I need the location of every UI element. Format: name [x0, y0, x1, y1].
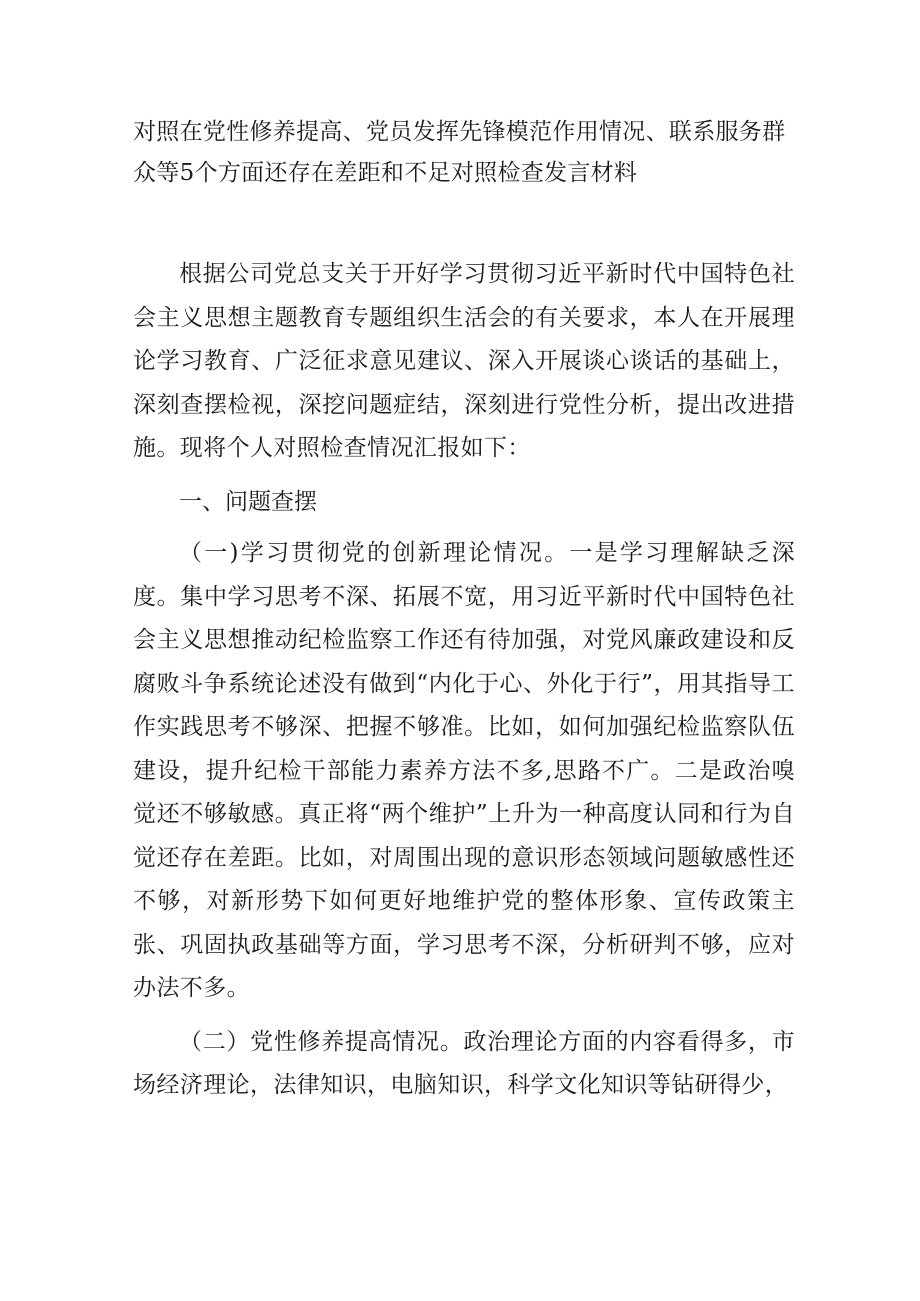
- paragraph-party-spirit: （二）党性修养提高情况。政治理论方面的内容看得多，市场经济理论，法律知识，电脑知识，科学文化知识等钻研得少，: [133, 1028, 795, 1098]
- intro-paragraph: 根据公司党总支关于开好学习贯彻习近平新时代中国特色社会主义思想主题教育专题组织生活会的有关要求，本人在开展理论学习教育、广泛征求意见建议、深入开展谈心谈话的基础上，深刻查摆检视，深挖问题症结，深刻进行党性分析，提出改进措施。现将个人对照检查情况汇报如下：: [133, 261, 795, 461]
- section-heading: 一、问题查摆: [179, 488, 317, 515]
- document-title: 对照在党性修养提高、党员发挥先锋模范作用情况、联系服务群众等5个方面还存在差距和不足对照检查发言材料: [133, 119, 786, 186]
- paragraph-study-theory: （一)学习贯彻党的创新理论情况。一是学习理解缺乏深度。集中学习思考不深、拓展不宽，用习近平新时代中国特色社会主义思想推动纪检监察工作还有待加强，对党风廉政建设和反腐败斗争系统论述没有做到“内化于心、外化于行”，用其指导工作实践思考不够深、把握不够准。比如，如何加强纪检监察队伍建设，提升纪检干部能力素养方法不多,思路不广。二是政治嗅觉还不够敏感。真正将“两个维护”上升为一种高度认同和行为自觉还存在差距。比如，对周围出现的意识形态领域问题敏感性还不够，对新形势下如何更好地维护党的整体形象、宣传政策主张、巩固执政基础等方面，学习思考不深，分析研判不够，应对办法不多。: [133, 540, 795, 1001]
- document-body: [133, 253, 795, 1118]
